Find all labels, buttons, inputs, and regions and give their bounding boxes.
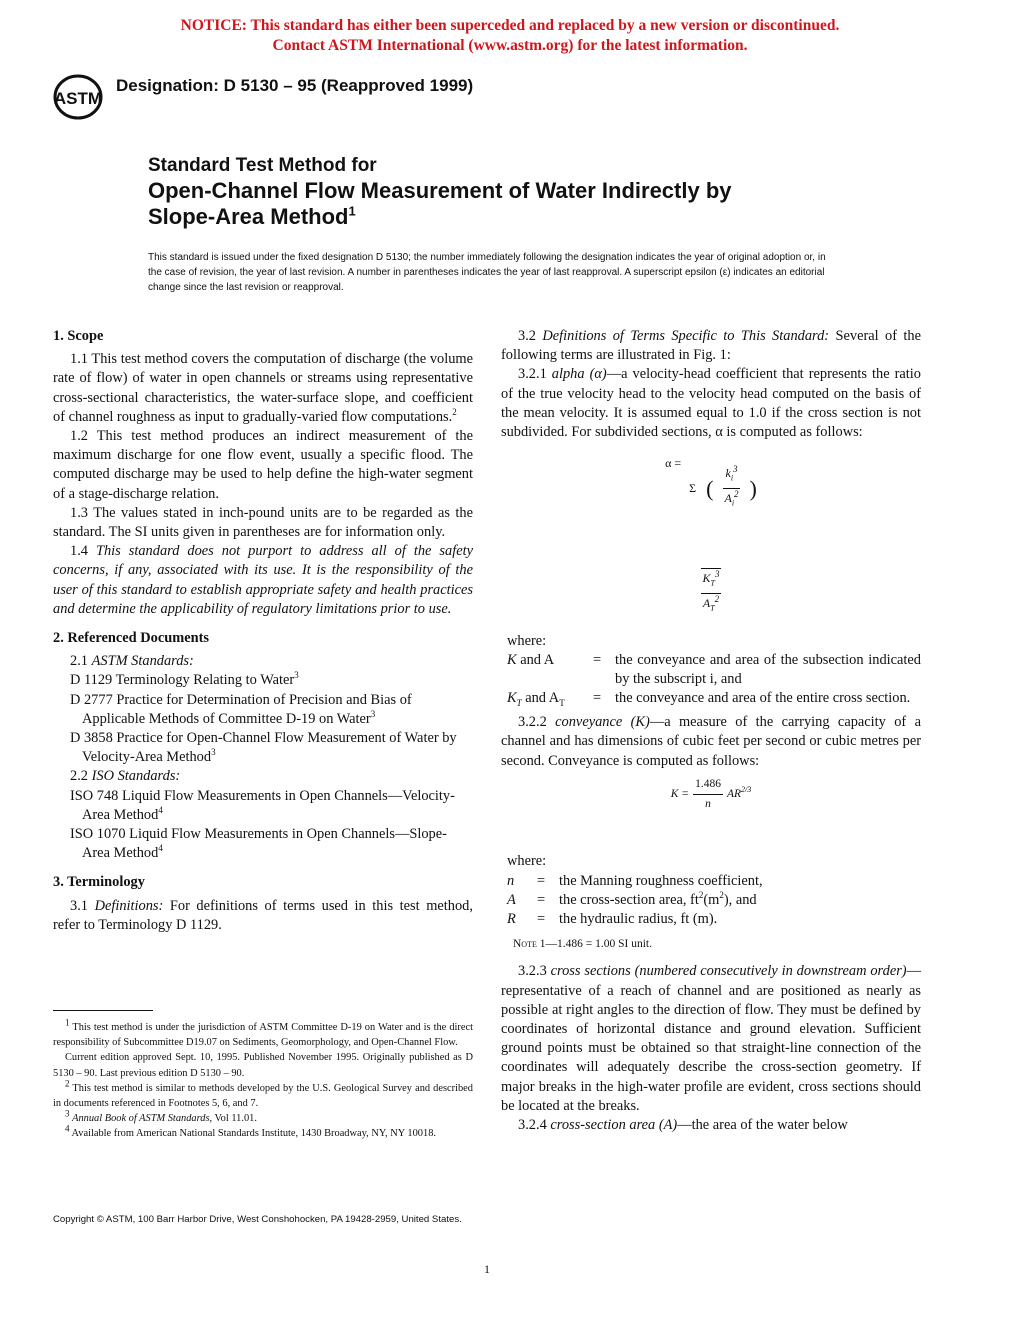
symbol-a: and A (521, 690, 560, 707)
title-line-3 (148, 204, 732, 230)
footnote-ref: 3 (370, 709, 376, 720)
footnotes (53, 1017, 473, 1142)
where-row-r (501, 910, 921, 929)
sigma-symbol: Σ (689, 480, 697, 495)
footnote-text: , Vol 11.01. (209, 1113, 257, 1125)
title-line-3-text: Slope-Area Method (148, 204, 349, 229)
where-description (559, 891, 921, 910)
subscript: T (516, 698, 522, 709)
ref-text: ISO 748 Liquid Flow Measurements in Open Channels—Velocity-Area Method (70, 787, 455, 823)
subscript: T (559, 698, 565, 709)
alpha-fraction (723, 464, 739, 512)
left-paren: ( (706, 475, 714, 501)
section-heading-scope: 1. Scope (53, 328, 104, 344)
footnote-ref: 4 (158, 805, 163, 816)
equation-rhs (727, 785, 751, 804)
equals-sign: = (593, 651, 602, 668)
where-label: where: (507, 632, 547, 649)
left-column (53, 327, 473, 935)
right-column (501, 327, 921, 1135)
footnote-mark: 3 (65, 1108, 70, 1119)
section-heading-terminology: 3. Terminology (53, 874, 145, 891)
designation: Designation: D 5130 – 95 (Reapproved 1999) (116, 76, 474, 95)
fraction-numerator (701, 568, 722, 594)
supersede-notice (0, 16, 1020, 56)
footnote-mark: 4 (65, 1123, 70, 1134)
para-number: 2.1 (70, 653, 88, 670)
fraction-denominator: n (705, 798, 711, 811)
subscript: i (731, 498, 735, 508)
footnote-1 (53, 1017, 473, 1050)
para-1-3: 1.3 The values stated in inch-pound units are to be regarded as the standard. The SI units given in parentheses are for information only. (53, 504, 473, 541)
para-number: 3.2.2 (518, 714, 547, 731)
symbol-k: K (507, 690, 517, 707)
page-number: 1 (484, 1262, 490, 1276)
numerator-symbol: K (702, 571, 711, 586)
footnote-ref: 3 (211, 747, 216, 758)
footnote-divider (53, 1010, 153, 1011)
denominator-symbol: A (724, 490, 732, 505)
title-footnote-mark: 1 (348, 203, 356, 219)
notice-line-2: Contact ASTM International (www.astm.org) for the latest information. (272, 37, 748, 54)
denominator-symbol: A (702, 596, 711, 610)
where-symbol: R (507, 910, 516, 927)
desc-part: (m (703, 891, 720, 908)
ref-iso748 (53, 787, 473, 825)
safety-caveat: This standard does not purport to address all of the safety concerns, if any, associated with its use. It is the responsibility of the user of this standard to establish appropriate safety and health practices and determine the applicability of regulatory limitations prior to use. (53, 543, 473, 617)
para-text: —a measure of the carrying capacity of a channel and has dimensions of cubic feet per second or cubic metres per second. Conveyance is computed as follows: (501, 714, 921, 769)
footnote-mark: 2 (65, 1078, 70, 1089)
para-3-2-2 (501, 713, 921, 771)
fraction-denominator (724, 489, 738, 513)
footnote-text: Available from American National Standards Institute, 1430 Broadway, NY, NY 10018. (71, 1128, 436, 1140)
equals-sign: = (537, 891, 546, 908)
ref-d2777 (53, 691, 473, 729)
alpha-total-fraction (501, 568, 921, 617)
ref-text: D 2777 Practice for Determination of Precision and Bias of Applicable Methods of Committee D-19 on Water (70, 691, 412, 727)
exponent: 3 (733, 464, 738, 475)
where-description: the Manning roughness coefficient, (559, 872, 763, 889)
iso-standards-label (53, 767, 473, 786)
footnote-1b: Current edition approved Sept. 10, 1995. Published November 1995. Originally published as D 5130 – 90. Last previous edition D 5130 – 90. (53, 1052, 473, 1079)
para-text: Several of the following terms are illustrated in Fig. 1: (501, 328, 921, 364)
para-number: 2.2 (70, 768, 88, 785)
where-row-kt-at (501, 689, 921, 713)
astm-logo (52, 74, 104, 120)
para-1-4 (53, 542, 473, 619)
issuance-statement: This standard is issued under the fixed designation D 5130; the number immediately following the designation indicates the year of original adoption or, in the case of revision, the year of last revision. A number in parentheses indicates the year of last reapproval. A superscript epsilon (ε) indicates an editorial change since the last revision or reapproval. (148, 252, 826, 293)
footnote-3 (53, 1108, 473, 1126)
term: cross-section area (A) (550, 1116, 678, 1133)
equals-sign: = (537, 910, 546, 927)
para-number: 3.2.1 (518, 366, 547, 383)
para-3-2 (501, 327, 921, 365)
symbol-k: K (507, 651, 517, 668)
label-text: Definitions: (94, 897, 164, 914)
para-text: —the area of the water below (677, 1116, 848, 1133)
footnote-2 (53, 1078, 473, 1111)
para-1-1 (53, 350, 473, 427)
subscript: T (710, 603, 715, 613)
para-number: 3.2 (518, 328, 536, 344)
exponent: 2 (719, 889, 724, 900)
para-1-2: 1.2 This test method produces an indirect measurement of the maximum discharge for one flow event, usually a specific flood. The computed discharge may be used to help define the high-water segment of a stage-discharge relation. (53, 428, 473, 502)
footnote-text: This test method is under the jurisdiction of ASTM Committee D-19 on Water and is the direct responsibility of Subcommittee D19.07 on Sediments, Geomorphology, and Open-Channel Flow. (53, 1022, 473, 1049)
ref-d3858 (53, 729, 473, 767)
footnote-mark: 1 (65, 1017, 70, 1028)
label-text: Definitions of Terms Specific to This Standard: (542, 328, 830, 344)
footnote-ref: 2 (452, 407, 457, 418)
term: conveyance (K) (555, 714, 650, 731)
ref-text: ISO 1070 Liquid Flow Measurements in Open Channels—Slope-Area Method (70, 826, 447, 862)
fraction-numerator (723, 464, 739, 489)
para-number: 1.4 (70, 543, 88, 560)
where-description: the hydraulic radius, ft (m). (559, 910, 718, 927)
where-symbol (501, 689, 593, 713)
subscript: i (730, 473, 734, 483)
where-row-n (501, 872, 921, 891)
copyright-line: Copyright © ASTM, 100 Barr Harbor Drive, West Conshohocken, PA 19428-2959, United States. (53, 1214, 462, 1225)
where-description: the conveyance and area of the entire cross section. (615, 690, 911, 707)
para-3-1 (53, 897, 473, 935)
equation-lhs: α = (665, 456, 682, 471)
desc-part: ), and (723, 891, 757, 908)
fraction-numerator: 1.486 (693, 775, 723, 795)
notice-line-1: NOTICE: This standard has either been superceded and replaced by a new version or discontinued. (180, 17, 840, 34)
section-heading-referenced-documents: 2. Referenced Documents (53, 630, 209, 647)
term: cross sections (numbered consecutively in downstream order) (550, 963, 907, 980)
where-symbol (501, 651, 593, 689)
para-3-2-1 (501, 365, 921, 442)
label-text: ASTM Standards: (91, 653, 194, 670)
right-paren: ) (749, 475, 757, 501)
para-number: 3.2.4 (518, 1116, 547, 1133)
symbol-a: and A (516, 651, 555, 668)
para-3-2-3 (501, 962, 921, 1116)
label-text: ISO Standards: (91, 768, 181, 785)
exponent: 2 (714, 594, 720, 604)
para-number: 3.1 (70, 897, 88, 914)
note-1 (501, 935, 921, 954)
astm-standards-label (53, 652, 473, 671)
footnote-ref: 4 (158, 843, 163, 854)
where-symbol: n (507, 872, 515, 889)
where-row-a (501, 891, 921, 910)
para-3-2-4 (501, 1116, 921, 1135)
equals-sign: = (593, 690, 602, 707)
ref-text: D 1129 Terminology Relating to Water (70, 672, 295, 689)
where-label: where: (507, 853, 547, 870)
where-symbol: A (507, 891, 516, 908)
note-label: Note (513, 938, 537, 951)
exponent: 2/3 (741, 785, 752, 795)
footnote-italic: Annual Book of ASTM Standards (72, 1113, 210, 1125)
footnote-4 (53, 1123, 473, 1141)
alpha-equation (501, 454, 921, 512)
note-text: 1—1.486 = 1.00 SI unit. (536, 938, 652, 951)
para-number: 3.2.3 (518, 963, 547, 980)
desc-part: the cross-section area, ft (559, 891, 699, 908)
term: alpha (α) (551, 366, 607, 383)
footnote-ref: 3 (294, 670, 299, 681)
exponent: 2 (698, 889, 704, 900)
exponent: 3 (714, 569, 720, 580)
footnote-text: This test method is similar to methods developed by the U.S. Geological Survey and described in documents referenced in Footnotes 5, 6, and 7. (53, 1082, 473, 1110)
exponent: 2 (734, 488, 739, 499)
document-title (148, 154, 732, 230)
where-row-k-a (501, 651, 921, 689)
title-line-1: Standard Test Method for (148, 155, 377, 176)
total-fraction (701, 568, 722, 617)
fraction-denominator (703, 594, 719, 618)
title-line-2: Open-Channel Flow Measurement of Water Indirectly by (148, 178, 732, 203)
numerator-symbol: k (725, 466, 731, 481)
equation-lhs: K = (670, 787, 690, 800)
astm-logo-text: ASTM (53, 89, 103, 108)
subscript: T (710, 578, 715, 588)
conveyance-fraction (693, 775, 723, 814)
rhs-symbols: AR (726, 787, 741, 800)
ref-iso1070 (53, 825, 473, 863)
where-description: the conveyance and area of the subsection indicated by the subscript i, and (615, 651, 921, 687)
ref-d1129 (53, 671, 473, 690)
para-1-1-text: 1.1 This test method covers the computation of discharge (the volume rate of flow) of water in open channels or streams using representative cross-sectional characteristics, the water-surface slope, and coefficient of channel roughness as input to gradually-varied flow computations. (53, 351, 473, 425)
conveyance-equation (501, 775, 921, 814)
equals-sign: = (537, 872, 546, 889)
para-text: For definitions of terms used in this test method, refer to Terminology D 1129. (53, 897, 473, 933)
para-text: —representative of a reach of channel and are positioned as nearly as possible at right angles to the direction of flow. They must be defined by coordinates of horizontal distance and ground elevation. Sufficient ground points must be obtained so that straight-line connection of the coordinates will adequately describe the cross-section geometry. If major breaks in the high-water profile are evident, cross sections should be located at the breaks. (501, 963, 921, 1114)
ref-text: D 3858 Practice for Open-Channel Flow Measurement of Water by Velocity-Area Method (70, 730, 457, 766)
para-text: —a velocity-head coefficient that represents the ratio of the true velocity head to the velocity head computed on the basis of the mean velocity. It is assumed equal to 1.0 if the cross section is not subdivided. For subdivided sections, α is computed as follows: (501, 366, 921, 441)
